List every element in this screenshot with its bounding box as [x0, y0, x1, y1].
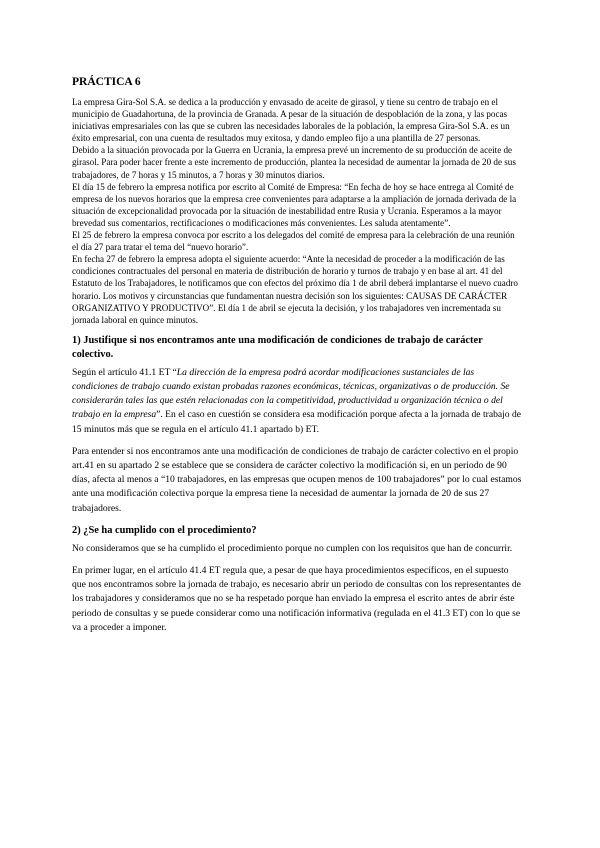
- answer-1-intro: Según el artículo 41.1 ET “: [72, 366, 177, 378]
- statement-paragraph: El 25 de febrero la empresa convoca por escrito a los delegados del comité de empresa para la celebración de una reunión el día 27 para tratar el tema del “nuevo horario”.: [72, 230, 515, 253]
- question-2: 2) ¿Se ha cumplido con el procedimiento?: [72, 524, 257, 536]
- statement-paragraph: El día 15 de febrero la empresa notifica por escrito al Comité de Empresa: “En fecha de hoy se hace entrega al Comité de empresa de los nuevos horarios que la empresa cree convenientes para adaptarse a la ampliación de jornada derivada de la situación de excepcionalidad provocada por la situación de inestabilidad entre Rusia y Ucrania. Esperamos a la mayor brevedad sus comentarios, rectificaciones o modificaciones más convenientes. Les saluda atentamente”.: [72, 181, 517, 228]
- answer-1-legal-quote: La dirección de la empresa podrá acordar modificaciones sustanciales de las condiciones de trabajo cuando existan probadas razones económicas, técnicas, organizativas o de producción. Se considerarán tales las que estén relacionadas con la competitividad, productividad u organización técnica o del trabajo en la empresa: [72, 366, 510, 421]
- answer-2-paragraph-2: En primer lugar, en el artículo 41.4 ET regula que, a pesar de que haya procedimientos específicos, en el supuesto que nos encontramos sobre la jornada de trabajo, es necesario abrir un periodo de consultas con los representantes de los trabajadores y consideramos que no se ha respetado porque han enviado la empresa el escrito antes de abrir éste periodo de consultas y se puede considerar como una notificación informativa (regulada en el 41.3 ET) con lo que se va a proceder a imponer.: [72, 565, 521, 633]
- page-title: PRÁCTICA 6: [72, 76, 141, 88]
- question-1: 1) Justifique si nos encontramos ante una modificación de condiciones de trabajo de carácter colectivo.: [72, 334, 483, 360]
- answer-2-paragraph: No consideramos que se ha cumplido el procedimiento porque no cumplen con los requisitos que han de concurrir.: [72, 542, 513, 554]
- case-statement: [72, 96, 522, 326]
- document-page: [72, 76, 522, 643]
- statement-paragraph: En fecha 27 de febrero la empresa adopta el siguiente acuerdo: “Ante la necesidad de proceder a la modificación de las condiciones contractuales del personal en materia de distribución de horario y turnos de trabajo y en base al art. 41 del Estatuto de los Trabajadores, le notificamos que con efectos del próximo día 1 de abril deberá implantarse el nuevo cuadro horario. Los motivos y circunstancias que fundamentan nuestra decisión son los siguientes: CAUSAS DE CARÁCTER ORGANIZATIVO Y PRODUCTIVO”. El día 1 de abril se ejecuta la decisión, y los trabajadores ven incrementada su jornada laboral en quince minutos.: [72, 254, 518, 325]
- answer-1-paragraph: [72, 366, 522, 437]
- answer-1-conclusion: ”. En el caso en cuestión se considera esa modificación porque afecta a la jornada de trabajo de 15 minutos más que se regula en el artículo 41.1 apartado b) ET.: [72, 409, 522, 435]
- answer-1-paragraph-2: Para entender si nos encontramos ante una modificación de condiciones de trabajo de carácter colectivo en el propio art.41 en su apartado 2 se establece que se considera de carácter colectivo la modificación si, en un periodo de 90 días, afecta al menos a “10 trabajadores, en las empresas que ocupen menos de 100 trabajadores” por lo cual estamos ante una modificación colectiva porque la empresa tiene la necesidad de aumentar la jornada de 20 de sus 27 trabajadores.: [72, 445, 522, 514]
- statement-paragraph: La empresa Gira-Sol S.A. se dedica a la producción y envasado de aceite de girasol, y tiene su centro de trabajo en el municipio de Guadahortuna, de la provincia de Granada. A pesar de la situación de despoblación de la zona, y las pocas iniciativas empresariales con las que se cubren las necesidades laborales de la población, la empresa Gira-Sol S.A. es un éxito empresarial, con una cuenta de resultados muy exitosa, y dando empleo fijo a una plantilla de 27 personas.: [72, 97, 510, 144]
- statement-paragraph: Debido a la situación provocada por la Guerra en Ucrania, la empresa prevé un incremento de su producción de aceite de girasol. Para poder hacer frente a este incremento de producción, plantea la necesidad de aumentar la jornada de 20 de sus trabajadores, de 7 horas y 15 minutos, a 7 horas y 30 minutos diarios.: [72, 145, 516, 180]
